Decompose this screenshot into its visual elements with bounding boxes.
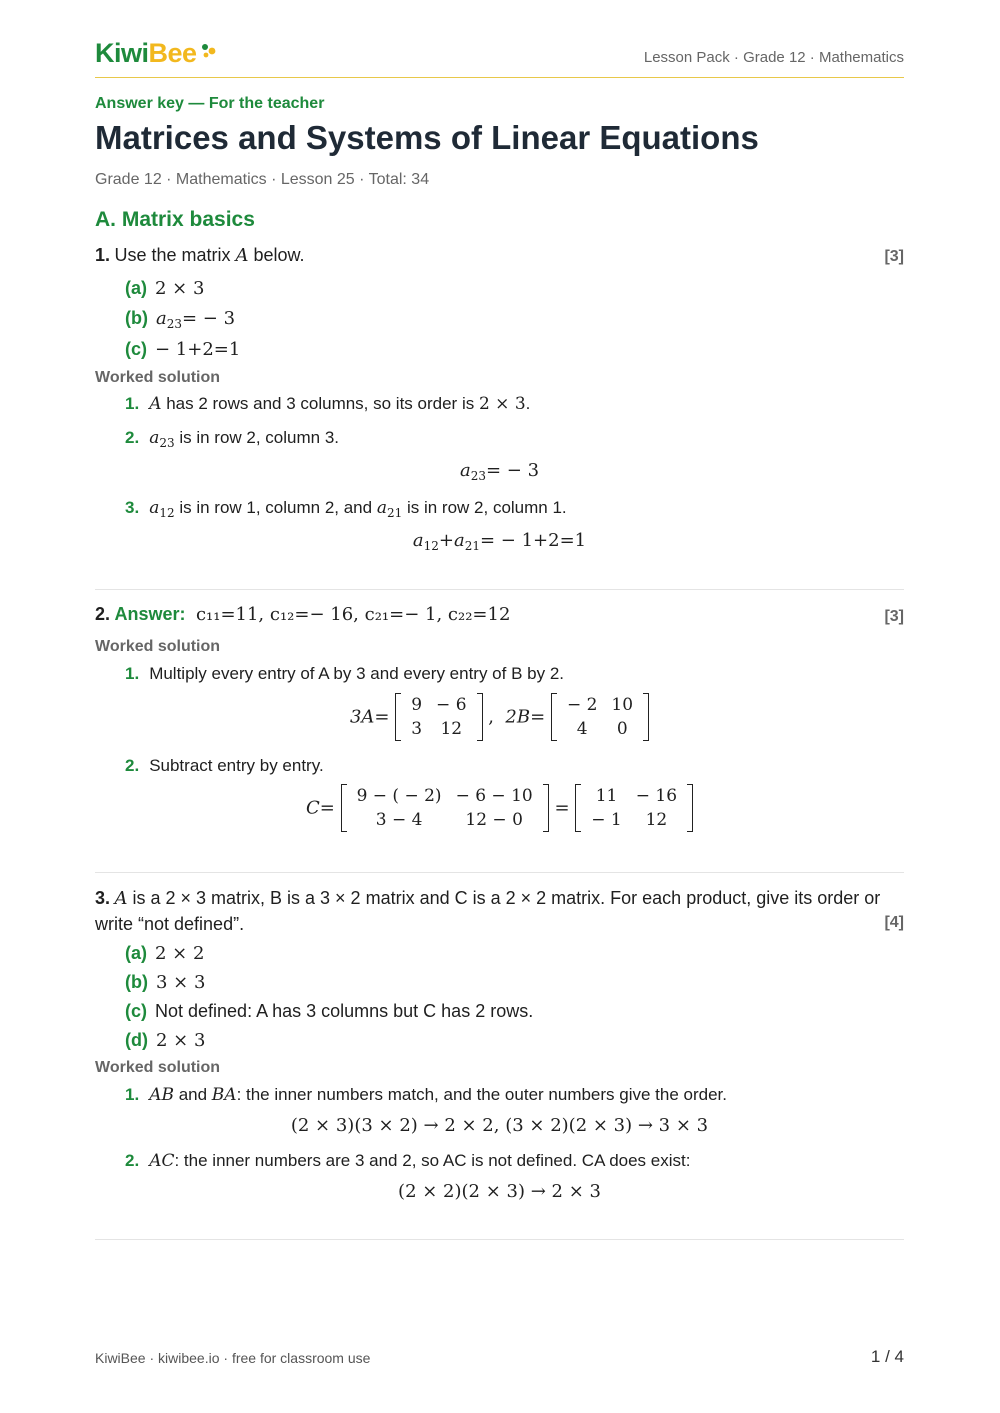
q1-equation-2: $a_{12}+a_{21}= - 1+2=1$ [412, 530, 587, 553]
page-header [95, 38, 904, 78]
q1-step-1: 1. A has 2 rows and 3 columns, so its order is 2 × 3. [125, 394, 531, 414]
page-title: Matrices and Systems of Linear Equations [95, 119, 759, 156]
q3-step-2: 2. AC: the inner numbers are 3 and 2, so AC is not defined. CA does exist: [125, 1151, 691, 1171]
q2-step-1: 1. Multiply every entry of A by 3 and every entry of B by 2. [125, 664, 565, 683]
answer-label: Answer: [114, 604, 186, 624]
q1-step-3: 3. $a_{12}$ is in row 1, column 2, and $a_{21}$ is in row 2, column 1. [125, 498, 567, 520]
divider [95, 589, 904, 590]
kiwibee-logo: KiwiBee [95, 38, 197, 68]
worked-solution-label: Worked solution [95, 638, 221, 655]
q1-part-c: (c) − 1+2=1 [125, 339, 241, 360]
marks-badge: [4] [884, 914, 904, 931]
q3-equation-2: (2 × 2)(2 × 3) → 2 × 3 [398, 1181, 601, 1202]
bee-dots-icon [200, 43, 218, 61]
question-3: 3. A is a 2 × 3 matrix, B is a 3 × 2 matrix and C is a 2 × 2 matrix. For each product, give its order or write “not defined”. [95, 888, 881, 934]
section-a-title: A. Matrix basics [95, 208, 255, 231]
footer-credit: KiwiBee · kiwibee.io · free for classroom use [95, 1350, 371, 1366]
question-1-text: Use the matrix A below. [114, 245, 305, 266]
marks-badge: [3] [884, 248, 904, 265]
worked-solution-label: Worked solution [95, 369, 221, 386]
q2-matrix-equation-2: C= 9 − ( − 2) − 6 − 10 3 − 4 12 − 0 = 11 − 16 − 1 12 [95, 784, 904, 832]
q1-part-a: (a) 2 × 3 [125, 278, 205, 299]
q3-equation-1: (2 × 3)(3 × 2) → 2 × 2, (3 × 2)(2 × 3) → 3 × 3 [290, 1115, 709, 1136]
q3-part-b: (b) 3 × 3 [125, 972, 206, 993]
doc-meta: Grade 12 · Mathematics · Lesson 25 · Total: 34 [95, 171, 430, 188]
q2-matrix-equation-1: 3A= 9 − 6 3 12 , 2B= − 2 10 4 0 [95, 693, 904, 741]
q1-equation-1: $a_{23}= - 3$ [459, 460, 540, 483]
q2-step-2: 2. Subtract entry by entry. [125, 756, 324, 775]
q3-part-c: (c) Not defined: A has 3 columns but C has 2 rows. [125, 1001, 534, 1021]
marks-badge: [3] [884, 608, 904, 625]
q3-part-d: (d) 2 × 3 [125, 1030, 206, 1051]
q2-answer: c₁₁=11, c₁₂=− 16, c₂₁=− 1, c₂₂=12 [195, 604, 511, 625]
matrix-c-result: 11 − 16 − 1 12 [575, 784, 693, 832]
worked-solution-label: Worked solution [95, 1059, 221, 1076]
q3-step-1: 1. AB and BA: the inner numbers match, and the outer numbers give the order. [125, 1085, 728, 1105]
q1-step-2: 2. $a_{23}$ is in row 2, column 3. [125, 428, 340, 450]
divider [95, 872, 904, 873]
matrix-2b: − 2 10 4 0 [551, 693, 649, 741]
page-number: 1 / 4 [870, 1347, 904, 1366]
question-1: 1. Use the matrix A below. [95, 245, 305, 266]
divider [95, 1239, 904, 1240]
q1-part-b: (b) $a_{23}= - 3$ [125, 308, 236, 331]
question-2: 2. Answer: c₁₁=11, c₁₂=− 16, c₂₁=− 1, c₂₂=12 [95, 604, 511, 625]
matrix-c-difference: 9 − ( − 2) − 6 − 10 3 − 4 12 − 0 [341, 784, 549, 832]
matrix-3a: 9 − 6 3 12 [395, 693, 482, 741]
header-meta: Lesson Pack · Grade 12 · Mathematics [643, 49, 904, 66]
q3-part-a: (a) 2 × 2 [125, 943, 205, 964]
answer-key-kicker: Answer key — For the teacher [95, 95, 325, 112]
